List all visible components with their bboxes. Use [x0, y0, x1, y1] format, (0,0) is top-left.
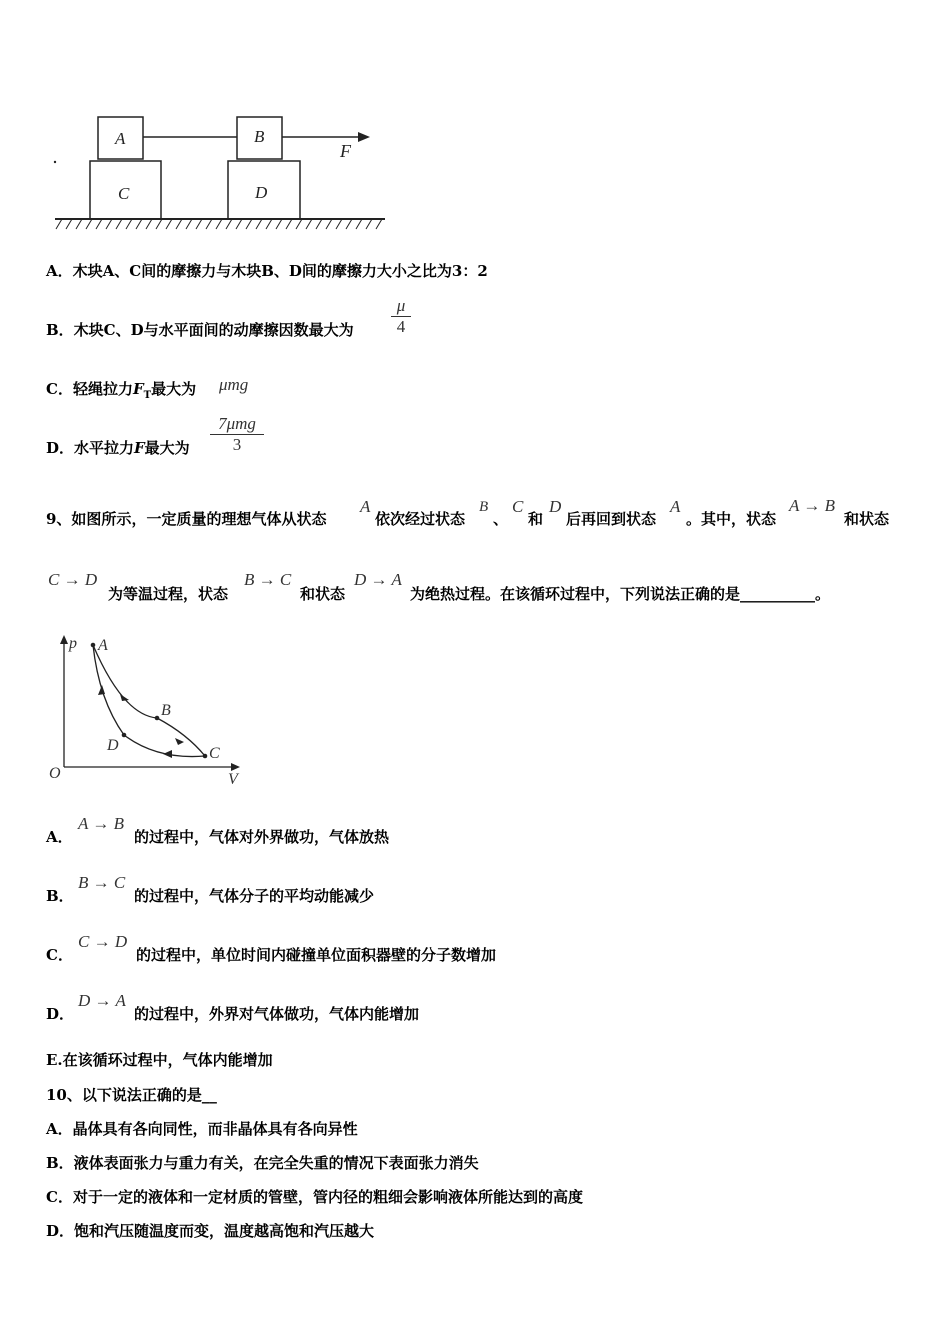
option-d-suffix: 最大为 — [144, 439, 190, 457]
q9-option-d-math: D → A — [78, 991, 126, 1010]
q9-math-c-to-d: C → D — [48, 570, 98, 589]
arrow-d-a — [98, 685, 105, 695]
arrow-a-b — [120, 694, 129, 701]
label-v: V — [228, 771, 238, 788]
q9-math-d-to-a: D → A — [354, 570, 402, 589]
fraction-denominator: 4 — [396, 317, 406, 336]
q9-math-d: D — [549, 497, 562, 516]
q9-stem-text-6: 。其中，状态 — [686, 510, 777, 528]
option-c-suffix: 最大为 — [151, 380, 197, 398]
q9-option-a-text: 的过程中，气体对外界做功，气体放热 — [134, 828, 390, 846]
stray-dot — [54, 161, 56, 163]
ft-subscript: T — [143, 390, 152, 401]
f-symbol: F — [134, 439, 145, 457]
q9-option-b-letter: B． — [46, 887, 74, 905]
q10-option-b: B．液体表面张力与重力有关，在完全失重的情况下表面张力消失 — [46, 1154, 479, 1172]
q9-option-d-letter: D． — [46, 1005, 75, 1023]
q9-math-c: C — [512, 497, 524, 516]
q9-option-d-text: 的过程中，外界对气体做功，气体内能增加 — [134, 1005, 420, 1023]
q9-stem-text-10: 为绝热过程。在该循环过程中，下列说法正确的是__________。 — [410, 585, 831, 603]
option-c-prefix: C．轻绳拉力 — [46, 380, 133, 398]
q9-option-a-math: A → B — [78, 814, 124, 833]
q8-option-b-fraction — [391, 296, 411, 337]
label-o: O — [49, 765, 61, 782]
q9-stem-text-5: 后再回到状态 — [566, 510, 657, 528]
label-point-a: A — [98, 637, 108, 654]
q8-option-d — [46, 438, 190, 458]
pv-diagram — [45, 630, 255, 790]
q9-option-a-letter: A． — [46, 828, 73, 846]
q9-stem-text-8: 为等温过程，状态 — [108, 585, 229, 603]
q9-math-a2: A — [670, 497, 681, 516]
point-d — [122, 733, 127, 738]
q9-option-c-math: C → D — [78, 932, 128, 951]
q9-option-c-letter: C． — [46, 946, 73, 964]
q9-stem-text-7: 和状态 — [844, 510, 890, 528]
q9-option-b-math: B → C — [78, 873, 126, 892]
point-b — [155, 716, 160, 721]
fraction-denominator: 3 — [232, 435, 242, 454]
q10-title: 10、以下说法正确的是__ — [46, 1086, 217, 1104]
label-point-d: D — [107, 737, 119, 754]
q9-stem-text-2: 依次经过状态 — [375, 510, 466, 528]
q8-option-b: B．木块C、D与水平面间的动摩擦因数最大为 — [46, 321, 354, 339]
q9-option-b-text: 的过程中，气体分子的平均动能减少 — [134, 887, 375, 905]
q9-math-b-to-c: B → C — [244, 570, 292, 589]
q8-option-c-math: μmg — [219, 375, 249, 394]
ft-symbol: F — [132, 380, 144, 398]
q9-option-c-text: 的过程中，单位时间内碰撞单位面积器壁的分子数增加 — [136, 946, 497, 964]
q9-stem-text-4: 和 — [528, 510, 544, 528]
label-a: A — [115, 129, 126, 148]
q8-option-d-fraction — [210, 414, 264, 455]
q9-math-a: A — [360, 497, 371, 516]
q9-math-b: B — [479, 499, 489, 515]
label-f: F — [340, 141, 351, 161]
q9-stem-text-1: 9、如图所示，一定质量的理想气体从状态 — [46, 510, 327, 528]
label-p: p — [69, 635, 77, 652]
label-point-c: C — [209, 745, 220, 762]
q10-option-c: C．对于一定的液体和一定材质的管壁，管内径的粗细会影响液体所能达到的高度 — [46, 1188, 583, 1206]
q9-stem-text-9: 和状态 — [300, 585, 346, 603]
ground-hatching — [56, 219, 382, 229]
arrow-b-c — [175, 738, 184, 745]
arrow-c-d — [163, 750, 172, 758]
q9-math-a-to-b: A → B — [789, 496, 835, 515]
q9-stem-text-3: 、 — [493, 510, 509, 528]
blocks-figure — [40, 105, 390, 235]
point-c — [203, 754, 208, 759]
q10-option-a: A．晶体具有各向同性，而非晶体具有各向异性 — [46, 1120, 358, 1138]
q8-option-c — [46, 379, 196, 406]
q9-option-e: E.在该循环过程中，气体内能增加 — [46, 1051, 273, 1069]
force-arrowhead — [358, 132, 370, 142]
point-a — [91, 643, 96, 648]
label-d: D — [255, 183, 268, 202]
label-b: B — [254, 127, 265, 146]
label-c: C — [118, 184, 130, 203]
q10-option-d: D．饱和汽压随温度而变，温度越高饱和汽压越大 — [46, 1222, 375, 1240]
p-axis-arrowhead — [60, 635, 68, 644]
fraction-numerator: 7μmg — [210, 414, 264, 435]
label-point-b: B — [161, 702, 171, 719]
q8-option-a: A．木块A、C间的摩擦力与木块B、D间的摩擦力大小之比为3：2 — [46, 262, 488, 280]
fraction-numerator: μ — [391, 296, 411, 317]
v-axis-arrowhead — [231, 763, 240, 771]
option-d-prefix: D．水平拉力 — [46, 439, 135, 457]
